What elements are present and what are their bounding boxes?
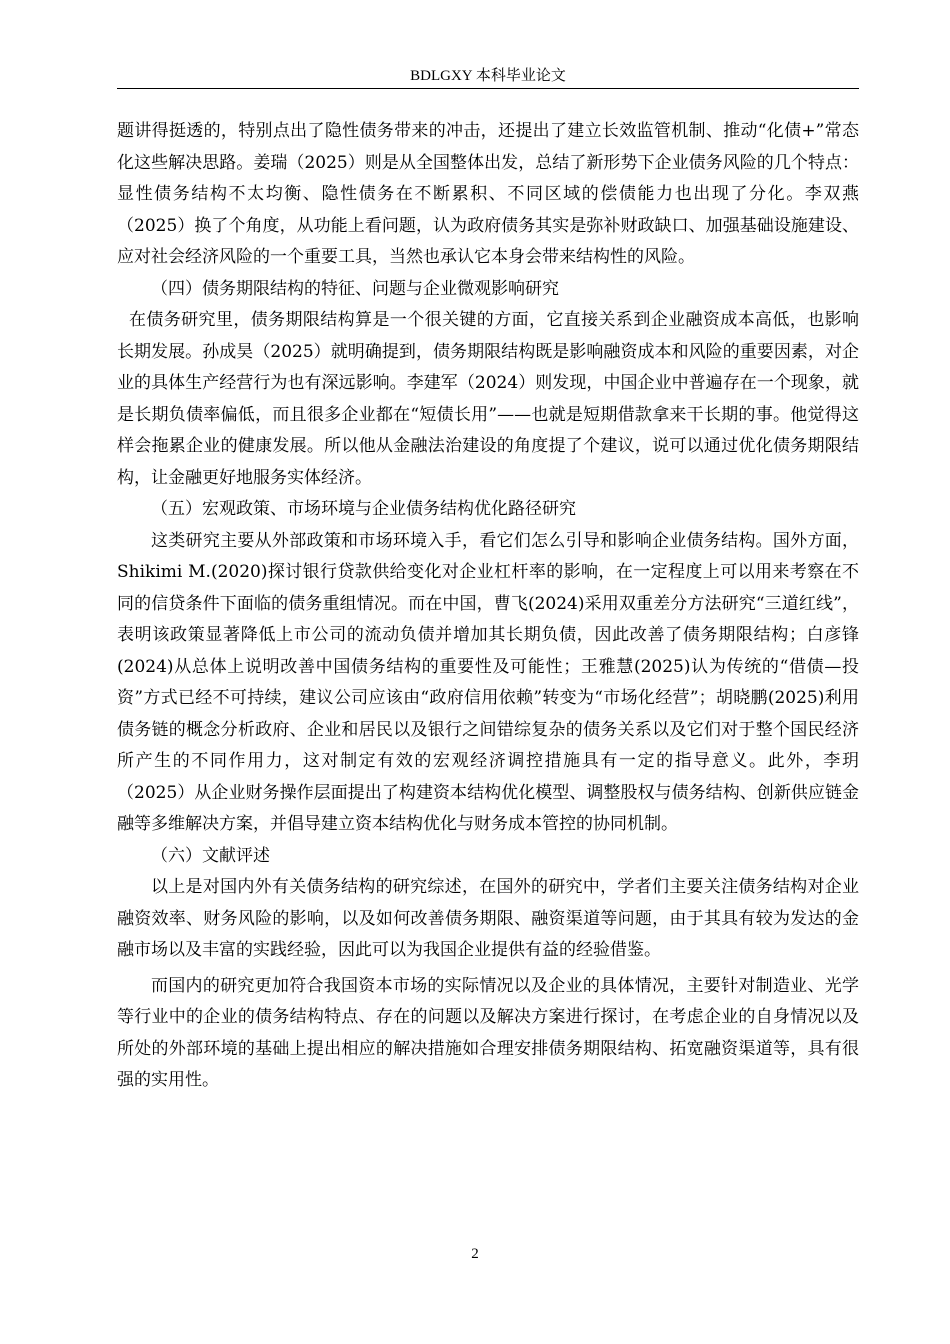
- paragraph-review-foreign: 以上是对国内外有关债务结构的研究综述，在国外的研究中，学者们主要关注债务结构对企业融资效率、财务风险的影响，以及如何改善债务期限、融资渠道等问题，由于其具有较为发达的金融市场以及丰富的实践经验，因此可以为我国企业提供有益的经验借鉴。: [117, 877, 859, 960]
- section-heading-6: （六）文献评述: [151, 845, 270, 866]
- paragraph-macro-policy: 这类研究主要从外部政策和市场环境入手，看它们怎么引导和影响企业债务结构。国外方面，Shikimi M.(2020)探讨银行贷款供给变化对企业杠杆率的影响，在一定程度上可以用来考察在不同的信贷条件下面临的债务重组情况。而在中国，曹飞(2024)采用双重差分方法研究“三道红线”，表明该政策显著降低上市公司的流动负债并增加其长期负债，因此改善了债务期限结构；白彦锋(2024)从总体上说明改善中国债务结构的重要性及可能性；王雅慧(2025)认为传统的“借债—投资”方式已经不可持续，建议公司应该由“政府信用依赖”转变为“市场化经营”；胡晓鹏(2025)利用债务链的概念分析政府、企业和居民以及银行之间错综复杂的债务关系以及它们对于整个国民经济所产生的不同作用力，这对制定有效的宏观经济调控措施具有一定的指导意义。此外，李玥（2025）从企业财务操作层面提出了构建资本结构优化模型、调整股权与债务结构、创新供应链金融等多维解决方案，并倡导建立资本结构优化与财务成本管控的协同机制。: [117, 530, 859, 834]
- paragraph-continued: 题讲得挺透的，特别点出了隐性债务带来的冲击，还提出了建立长效监管机制、推动“化债+”常态化这些解决思路。姜瑞（2025）则是从全国整体出发，总结了新形势下企业债务风险的几个特点：显性债务结构不太均衡、隐性债务在不断累积、不同区域的偿债能力也出现了分化。李双燕（2025）换了个角度，从功能上看问题，认为政府债务其实是弥补财政缺口、加强基础设施建设、应对社会经济风险的一个重要工具，当然也承认它本身会带来结构性的风险。: [117, 121, 859, 267]
- page-number: 2: [471, 1246, 479, 1262]
- document-body: [117, 116, 859, 1097]
- section-heading-4: （四）债务期限结构的特征、问题与企业微观影响研究: [151, 278, 559, 299]
- section-heading-5: （五）宏观政策、市场环境与企业债务结构优化路径研究: [151, 499, 576, 519]
- paragraph-review-domestic: 而国内的研究更加符合我国资本市场的实际情况以及企业的具体情况，主要针对制造业、光学等行业中的企业的债务结构特点、存在的问题以及解决方案进行探讨，在考虑企业的自身情况以及所处的外部环境的基础上提出相应的解决措施如合理安排债务期限结构、拓宽融资渠道等，具有很强的实用性。: [117, 975, 859, 1090]
- paragraph-debt-maturity: 在债务研究里，债务期限结构算是一个很关键的方面，它直接关系到企业融资成本高低，也影响长期发展。孙成昊（2025）就明确提到，债务期限结构既是影响融资成本和风险的重要因素，对企业的具体生产经营行为也有深远影响。李建军（2024）则发现，中国企业中普遍存在一个现象，就是长期负债率偏低，而且很多企业都在“短债长用”——也就是短期借款拿来干长期的事。他觉得这样会拖累企业的健康发展。所以他从金融法治建设的角度提了个建议，说可以通过优化债务期限结构，让金融更好地服务实体经济。: [117, 310, 859, 488]
- page-header: BDLGXY 本科毕业论文: [410, 68, 566, 84]
- header-rule: [117, 88, 859, 89]
